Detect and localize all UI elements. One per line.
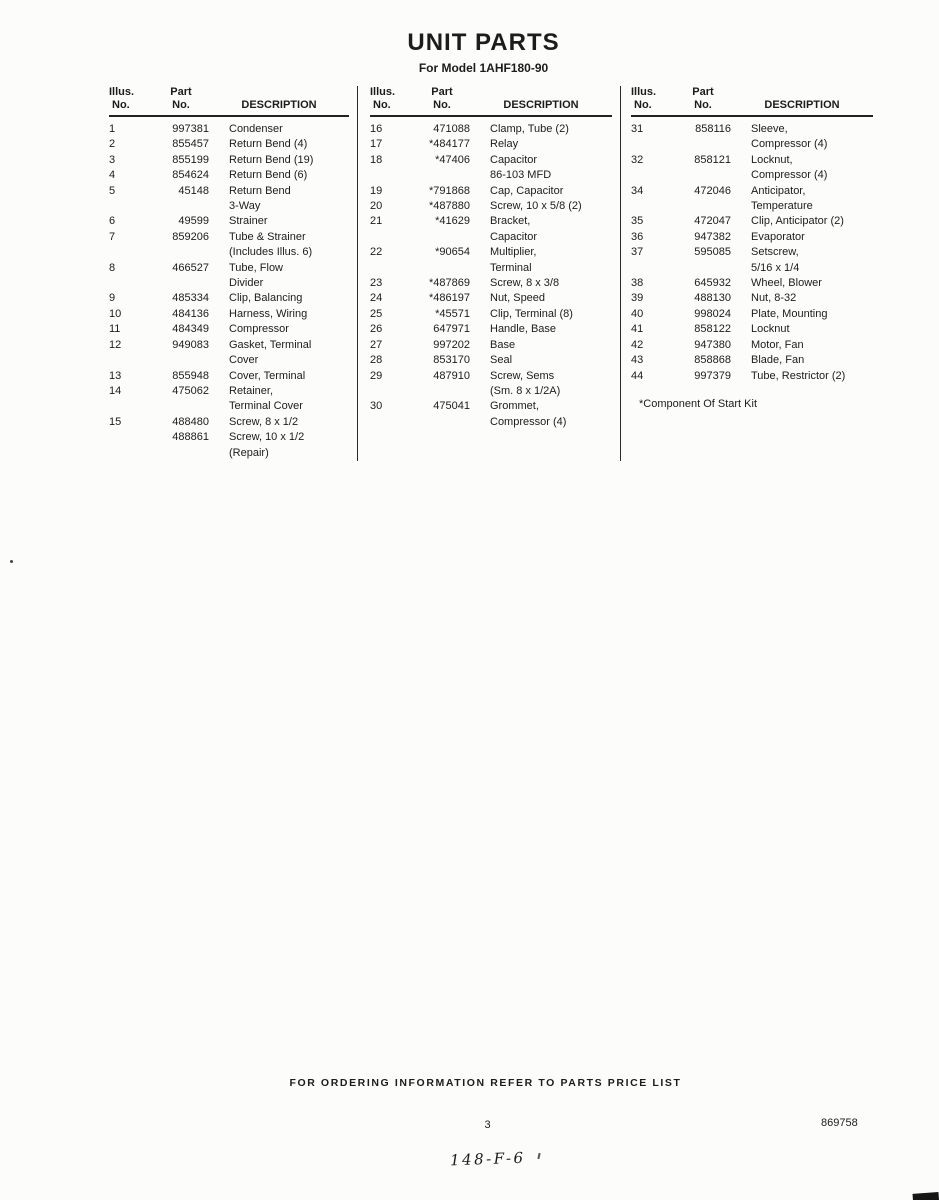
ordering-note: FOR ORDERING INFORMATION REFER TO PARTS PRICE LIST — [289, 1077, 682, 1089]
cell-part-no: *45571 — [435, 307, 470, 320]
cell-description — [731, 307, 873, 322]
cell-illus-no: 26 — [370, 323, 383, 336]
cell-illus-no: 3 — [109, 153, 116, 166]
cell-description — [209, 369, 349, 384]
description-line: Screw, 8 x 3/8 — [490, 277, 560, 290]
cell-description — [209, 214, 349, 229]
cell-description — [731, 214, 873, 229]
cell-part-no: 855948 — [172, 369, 209, 382]
cell-description — [731, 353, 873, 368]
table-row — [370, 137, 612, 152]
cell-description — [209, 184, 349, 215]
cell-illus-no: 6 — [109, 215, 116, 228]
cell-part-no: *486197 — [429, 292, 470, 305]
cell-illus-no: 28 — [370, 354, 383, 367]
parts-column-2 — [358, 86, 620, 430]
cell-illus-no: 20 — [370, 200, 383, 213]
cell-illus-no: 22 — [370, 246, 383, 259]
description-line: Locknut, — [751, 153, 793, 166]
cell-illus-no — [109, 430, 153, 461]
description-line: Bracket, — [490, 215, 531, 228]
cell-illus-no: 14 — [109, 384, 122, 397]
table-row — [631, 276, 873, 291]
cell-illus-no: 15 — [109, 415, 122, 428]
table-row — [631, 153, 873, 184]
description-line: Motor, Fan — [751, 338, 804, 351]
cell-illus-no: 35 — [631, 215, 644, 228]
cell-illus-no: 32 — [631, 153, 644, 166]
cell-description — [470, 307, 612, 322]
cell-part-no: 595085 — [694, 246, 731, 259]
header-illus-line1: Illus. — [631, 86, 657, 98]
cell-description — [731, 153, 873, 184]
description-line: Clip, Balancing — [229, 292, 303, 305]
table-row — [109, 415, 349, 430]
cell-description — [470, 122, 612, 137]
table-row — [370, 338, 612, 353]
cell-description — [470, 199, 612, 214]
cell-part-no: 949083 — [172, 338, 209, 351]
cell-description — [209, 122, 349, 137]
description-line: Relay — [490, 138, 519, 151]
table-row — [631, 322, 873, 337]
header-part-line2: No. — [433, 99, 451, 111]
cell-illus-no: 4 — [109, 169, 116, 182]
header-part-line1: Part — [692, 86, 714, 98]
table-row — [109, 369, 349, 384]
cell-description — [470, 245, 612, 276]
cell-part-no: 854624 — [172, 169, 209, 182]
description-line: Compressor — [229, 323, 289, 336]
description-line: (Repair) — [229, 446, 269, 459]
cell-part-no: *90654 — [435, 246, 470, 259]
cell-part-no: 855457 — [172, 138, 209, 151]
description-line: Temperature — [751, 200, 813, 213]
description-line: Gasket, Terminal — [229, 338, 312, 351]
table-row — [109, 384, 349, 415]
description-line: Return Bend (19) — [229, 153, 314, 166]
description-line: (Includes Illus. 6) — [229, 246, 313, 259]
cell-part-no: 645932 — [694, 277, 731, 290]
cell-part-no: 45148 — [178, 184, 209, 197]
description-line: Cap, Capacitor — [490, 184, 564, 197]
description-line: Cover — [229, 354, 259, 367]
description-line: (Sm. 8 x 1/2A) — [490, 384, 561, 397]
description-line: Setscrew, — [751, 246, 799, 259]
description-line: Terminal — [490, 261, 532, 274]
cell-part-no: 947380 — [694, 338, 731, 351]
scan-artifact-tick — [537, 1153, 540, 1159]
header-illus-line1: Illus. — [370, 86, 396, 98]
description-line: Multiplier, — [490, 246, 537, 259]
cell-part-no: 858122 — [694, 323, 731, 336]
cell-part-no: *47406 — [435, 153, 470, 166]
cell-description — [731, 338, 873, 353]
cell-illus-no: 36 — [631, 230, 644, 243]
table-row — [370, 353, 612, 368]
cell-illus-no: 12 — [109, 338, 122, 351]
description-line: Nut, 8-32 — [751, 292, 797, 305]
table-row — [631, 369, 873, 384]
table-row — [631, 291, 873, 306]
description-line: Screw, 10 x 1/2 — [229, 431, 305, 444]
description-line: Tube, Flow — [229, 261, 284, 274]
cell-illus-no: 39 — [631, 292, 644, 305]
cell-part-no: *487869 — [429, 277, 470, 290]
table-row — [109, 338, 349, 369]
description-line: Tube, Restrictor (2) — [751, 369, 846, 382]
cell-illus-no: 34 — [631, 184, 644, 197]
cell-part-no: 947382 — [694, 230, 731, 243]
description-line: Divider — [229, 277, 264, 290]
table-row — [631, 214, 873, 229]
table-row — [370, 245, 612, 276]
description-line: Seal — [490, 354, 513, 367]
header-part-line2: No. — [172, 99, 190, 111]
description-line: Sleeve, — [751, 123, 788, 135]
cell-illus-no: 16 — [370, 123, 383, 135]
cell-description — [470, 322, 612, 337]
table-row — [109, 291, 349, 306]
header-illus-line2: No. — [112, 99, 130, 111]
cell-part-no: 488130 — [694, 292, 731, 305]
cell-description — [470, 184, 612, 199]
cell-illus-no: 21 — [370, 215, 383, 228]
cell-illus-no: 29 — [370, 369, 383, 382]
column-header — [370, 86, 612, 117]
cell-part-no: 997381 — [172, 123, 209, 135]
cell-illus-no: 44 — [631, 369, 644, 382]
cell-part-no: 475062 — [172, 384, 209, 397]
cell-description — [470, 369, 612, 400]
cell-part-no: 49599 — [178, 215, 209, 228]
cell-illus-no: 24 — [370, 292, 383, 305]
cell-illus-no: 7 — [109, 230, 116, 243]
table-row — [370, 122, 612, 137]
cell-part-no: 487910 — [433, 369, 470, 382]
description-line: Compressor (4) — [490, 415, 567, 428]
table-row — [370, 276, 612, 291]
description-line: Grommet, — [490, 400, 539, 413]
table-row — [631, 122, 873, 153]
cell-part-no: 485334 — [172, 292, 209, 305]
table-row — [109, 430, 349, 461]
cell-description — [209, 338, 349, 369]
cell-illus-no: 18 — [370, 153, 383, 166]
cell-illus-no: 31 — [631, 123, 644, 135]
table-row — [370, 291, 612, 306]
start-kit-footnote: *Component Of Start Kit — [639, 397, 757, 410]
table-row — [109, 168, 349, 183]
description-line: Clamp, Tube (2) — [490, 123, 569, 135]
header-illus-no — [631, 86, 675, 112]
description-line: 86-103 MFD — [490, 169, 552, 182]
description-line: Return Bend (6) — [229, 169, 308, 182]
cell-description — [209, 384, 349, 415]
cell-part-no: 853170 — [433, 354, 470, 367]
cell-part-no: 858116 — [695, 123, 731, 135]
cell-illus-no: 43 — [631, 354, 644, 367]
header-illus-line2: No. — [634, 99, 652, 111]
description-line: Tube & Strainer — [229, 230, 306, 243]
cell-description — [731, 276, 873, 291]
cell-description — [731, 369, 873, 384]
cell-description — [209, 322, 349, 337]
cell-illus-no: 27 — [370, 338, 383, 351]
cell-part-no: 484136 — [172, 307, 209, 320]
description-line: Screw, 10 x 5/8 (2) — [490, 200, 582, 213]
cell-part-no: 472047 — [694, 215, 731, 228]
cell-part-no: 858121 — [694, 153, 731, 166]
column-header — [109, 86, 349, 117]
cell-illus-no: 37 — [631, 246, 644, 259]
header-part-no — [153, 86, 209, 112]
cell-illus-no: 25 — [370, 307, 383, 320]
table-row — [631, 307, 873, 322]
description-line: Nut, Speed — [490, 292, 546, 305]
cell-illus-no: 10 — [109, 307, 122, 320]
cell-illus-no: 23 — [370, 277, 383, 290]
table-row — [370, 153, 612, 184]
header-description: DESCRIPTION — [764, 99, 840, 111]
cell-description — [470, 353, 612, 368]
description-line: Base — [490, 338, 516, 351]
header-description: DESCRIPTION — [241, 99, 317, 111]
table-row — [631, 245, 873, 276]
table-row — [370, 184, 612, 199]
cell-description — [470, 291, 612, 306]
table-row — [370, 369, 612, 400]
cell-illus-no: 2 — [109, 138, 116, 151]
cell-description — [209, 307, 349, 322]
cell-part-no: 472046 — [694, 184, 731, 197]
cell-description — [731, 322, 873, 337]
table-row — [109, 184, 349, 215]
cell-description — [209, 137, 349, 152]
cell-part-no: *791868 — [429, 184, 470, 197]
table-row — [109, 307, 349, 322]
cell-part-no: 858868 — [694, 354, 731, 367]
table-row — [370, 214, 612, 245]
cell-part-no: 488480 — [172, 415, 209, 428]
description-line: Capacitor — [490, 153, 538, 166]
cell-description — [209, 230, 349, 261]
description-line: Clip, Terminal (8) — [490, 307, 573, 320]
cell-part-no: 466527 — [172, 261, 209, 274]
table-row — [109, 214, 349, 229]
description-line: Retainer, — [229, 384, 274, 397]
description-line: Return Bend — [229, 184, 291, 197]
header-description: DESCRIPTION — [503, 99, 579, 111]
column-header — [631, 86, 873, 117]
cell-part-no: 855199 — [172, 153, 209, 166]
description-line: Condenser — [229, 123, 283, 135]
description-line: 3-Way — [229, 200, 261, 213]
header-illus-no — [370, 86, 414, 112]
description-line: Return Bend (4) — [229, 138, 308, 151]
description-line: Strainer — [229, 215, 268, 228]
cell-part-no: 997202 — [433, 338, 470, 351]
page-number: 3 — [484, 1119, 491, 1131]
cell-part-no: 647971 — [433, 323, 470, 336]
cell-illus-no: 38 — [631, 277, 644, 290]
header-illus-line1: Illus. — [109, 86, 135, 98]
cell-description — [209, 168, 349, 183]
cell-description — [731, 122, 873, 153]
description-line: Anticipator, — [751, 184, 806, 197]
table-row — [109, 122, 349, 137]
cell-part-no: *487880 — [429, 200, 470, 213]
cell-part-no: 475041 — [433, 400, 470, 413]
page-subtitle: For Model 1AHF180-90 — [418, 61, 549, 75]
description-line: Evaporator — [751, 230, 805, 243]
cell-part-no: *484177 — [429, 138, 470, 151]
cell-description — [731, 291, 873, 306]
cell-description — [470, 276, 612, 291]
cell-description — [731, 245, 873, 276]
cell-description — [470, 399, 612, 430]
parts-column-1 — [105, 86, 357, 461]
cell-illus-no: 5 — [109, 184, 116, 197]
cell-part-no: 471088 — [433, 123, 470, 135]
cell-illus-no: 40 — [631, 307, 644, 320]
table-row — [370, 199, 612, 214]
table-row — [109, 153, 349, 168]
description-line: Plate, Mounting — [751, 307, 828, 320]
description-line: Clip, Anticipator (2) — [751, 215, 844, 228]
cell-illus-no: 11 — [109, 323, 121, 336]
description-line: Screw, 8 x 1/2 — [229, 415, 299, 428]
header-part-no — [414, 86, 470, 112]
description-line: Harness, Wiring — [229, 307, 308, 320]
cell-illus-no: 30 — [370, 400, 383, 413]
table-row — [109, 230, 349, 261]
document-number: 869758 — [821, 1117, 858, 1129]
cell-illus-no: 8 — [109, 261, 116, 274]
table-row — [631, 184, 873, 215]
header-part-line1: Part — [170, 86, 192, 98]
cell-part-no: 998024 — [694, 307, 731, 320]
header-part-no — [675, 86, 731, 112]
cell-illus-no: 17 — [370, 138, 383, 151]
description-line: Compressor (4) — [751, 169, 828, 182]
cell-part-no: 484349 — [172, 323, 209, 336]
cell-description — [209, 261, 349, 292]
cell-description — [470, 338, 612, 353]
header-illus-no — [109, 86, 153, 112]
handwritten-code: 148-F-6 — [449, 1148, 526, 1170]
description-line: 5/16 x 1/4 — [751, 261, 800, 274]
cell-description — [731, 184, 873, 215]
table-row — [370, 399, 612, 430]
header-illus-line2: No. — [373, 99, 391, 111]
cell-illus-no: 19 — [370, 184, 383, 197]
cell-part-no: *41629 — [435, 215, 470, 228]
parts-column-3 — [621, 86, 877, 410]
cell-illus-no: 9 — [109, 292, 116, 305]
page-title: UNIT PARTS — [407, 29, 560, 56]
table-row — [370, 307, 612, 322]
cell-illus-no: 41 — [631, 323, 644, 336]
table-row — [109, 261, 349, 292]
cell-illus-no: 1 — [109, 123, 116, 135]
description-line: Blade, Fan — [751, 354, 805, 367]
description-line: Locknut — [751, 323, 790, 336]
description-line: Handle, Base — [490, 323, 557, 336]
description-line: Wheel, Blower — [751, 277, 822, 290]
header-part-line2: No. — [694, 99, 712, 111]
description-line: Compressor (4) — [751, 138, 828, 151]
table-row — [631, 230, 873, 245]
cell-part-no: 997379 — [694, 369, 731, 382]
description-line: Screw, Sems — [490, 369, 555, 382]
scan-artifact-corner — [913, 1192, 939, 1200]
table-row — [631, 353, 873, 368]
table-row — [109, 137, 349, 152]
header-part-line1: Part — [431, 86, 453, 98]
cell-description — [470, 153, 612, 184]
table-row — [631, 338, 873, 353]
description-line: Cover, Terminal — [229, 369, 306, 382]
cell-description — [470, 214, 612, 245]
cell-description — [209, 430, 349, 461]
table-row — [109, 322, 349, 337]
cell-description — [209, 415, 349, 430]
cell-description — [470, 137, 612, 152]
cell-illus-no: 13 — [109, 369, 122, 382]
cell-description — [209, 153, 349, 168]
cell-description — [209, 291, 349, 306]
cell-description — [731, 230, 873, 245]
cell-illus-no: 42 — [631, 338, 644, 351]
table-row — [370, 322, 612, 337]
cell-part-no: 859206 — [172, 230, 209, 243]
description-line: Terminal Cover — [229, 400, 303, 413]
cell-part-no: 488861 — [172, 431, 209, 444]
parts-table — [105, 86, 877, 461]
description-line: Capacitor — [490, 230, 538, 243]
scan-artifact-dot — [10, 560, 13, 563]
